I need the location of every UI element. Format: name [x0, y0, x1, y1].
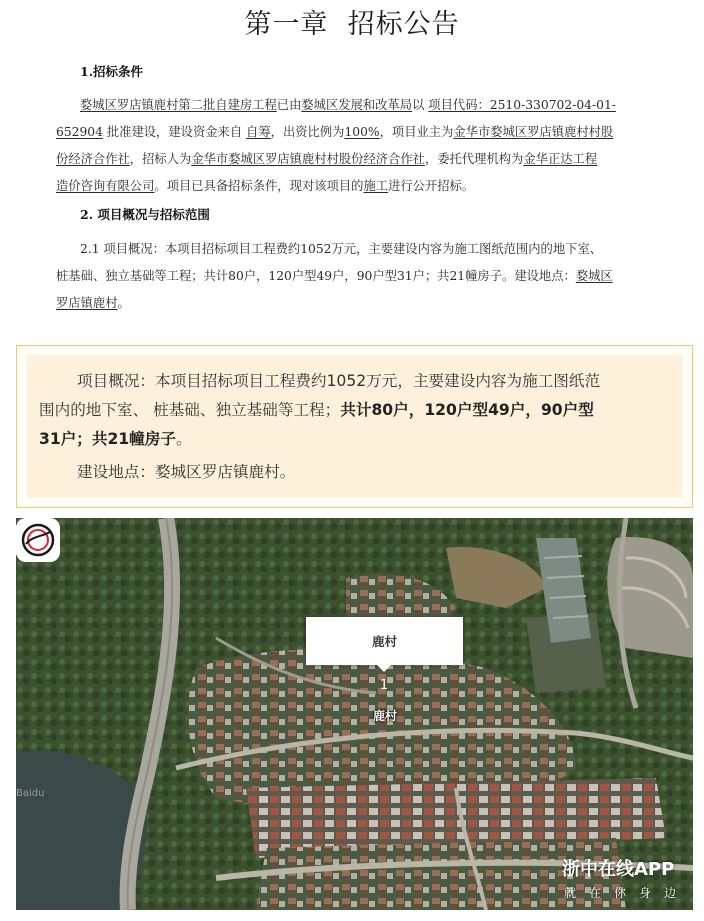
approval-authority: 婺城区发展和改革局: [301, 98, 413, 112]
household-count: 共计80户，120户型49户，90户型: [340, 401, 594, 419]
chapter-title: 第一章 招标公告: [244, 9, 460, 40]
tender-scope: 施工: [363, 179, 389, 193]
map-pin-number: 1: [379, 678, 389, 693]
fund-ratio: 100%: [344, 125, 380, 139]
highlight-box: [16, 345, 693, 508]
zhezhong-app-logo-icon: [16, 518, 60, 562]
tender-document: [0, 0, 704, 340]
highlight-box-inner: [27, 355, 682, 498]
app-name: 浙中在线APP: [562, 859, 675, 880]
project-name: 婺城区罗店镇鹿村第二批自建房工程: [80, 98, 277, 112]
app-slogan: 就在你身边: [564, 886, 690, 900]
tender-conditions-paragraph: 婺城区罗店镇鹿村第二批自建房工程已由婺城区发展和改革局以 项目代码：2510-330702-04-01- 652904 批准建设，建设资金来自 自筹，出资比例为100%，项目业主为金华市婺城区罗店镇鹿村村股 份经济合作社，招标人为金华市婺城区罗店镇鹿村村股份经济合作社，委托代理机构为金华正达工程 造价咨询有限公司。项目已具备招标条件，现对该项目的施工进行公开招标。: [56, 98, 616, 193]
satellite-map[interactable]: [16, 518, 693, 910]
section-heading-tender-conditions: 1.招标条件: [80, 64, 144, 79]
highlight-text: 项目概况：本项目招标项目工程费约1052万元，主要建设内容为施工图纸范 围内的地下室、 桩基础、独立基础等工程；共计80户，120户型49户，90户型 31户；共21幢房子。 建设地点：婺城区罗店镇鹿村。: [39, 367, 668, 487]
map-callout-pointer: [377, 665, 391, 672]
map-callout-label[interactable]: 鹿村: [306, 617, 463, 665]
project-owner: 金华市婺城区罗店镇鹿村村股: [453, 125, 614, 139]
section-heading-project-overview: 2. 项目概况与招标范围: [80, 207, 210, 222]
tenderer: 金华市婺城区罗店镇鹿村村股份经济合作社: [191, 152, 425, 166]
project-code: 项目代码：2510-330702-04-01-: [428, 98, 616, 112]
construction-site: 婺城区: [575, 269, 613, 283]
highlight-location-line: 建设地点：婺城区罗店镇鹿村。: [77, 463, 296, 481]
map-pin-label: 鹿村: [372, 709, 397, 723]
highlight-overview-line: 项目概况：本项目招标项目工程费约1052万元，主要建设内容为施工图纸范: [77, 372, 601, 390]
project-overview-paragraph: 2.1 项目概况：本项目招标项目工程费约1052万元，主要建设内容为施工图纸范围内的地下室、 桩基础、独立基础等工程；共计80户，120户型49户，90户型31户；共21幢房子。建设地点：婺城区 罗店镇鹿村。: [56, 242, 613, 310]
map-imagery: [16, 518, 693, 910]
map-provider-watermark: Baidu: [16, 788, 45, 799]
agency: 金华正达工程: [523, 152, 598, 166]
fund-source: 自筹: [246, 125, 271, 139]
building-count: 31户；共21幢房子: [39, 430, 176, 448]
